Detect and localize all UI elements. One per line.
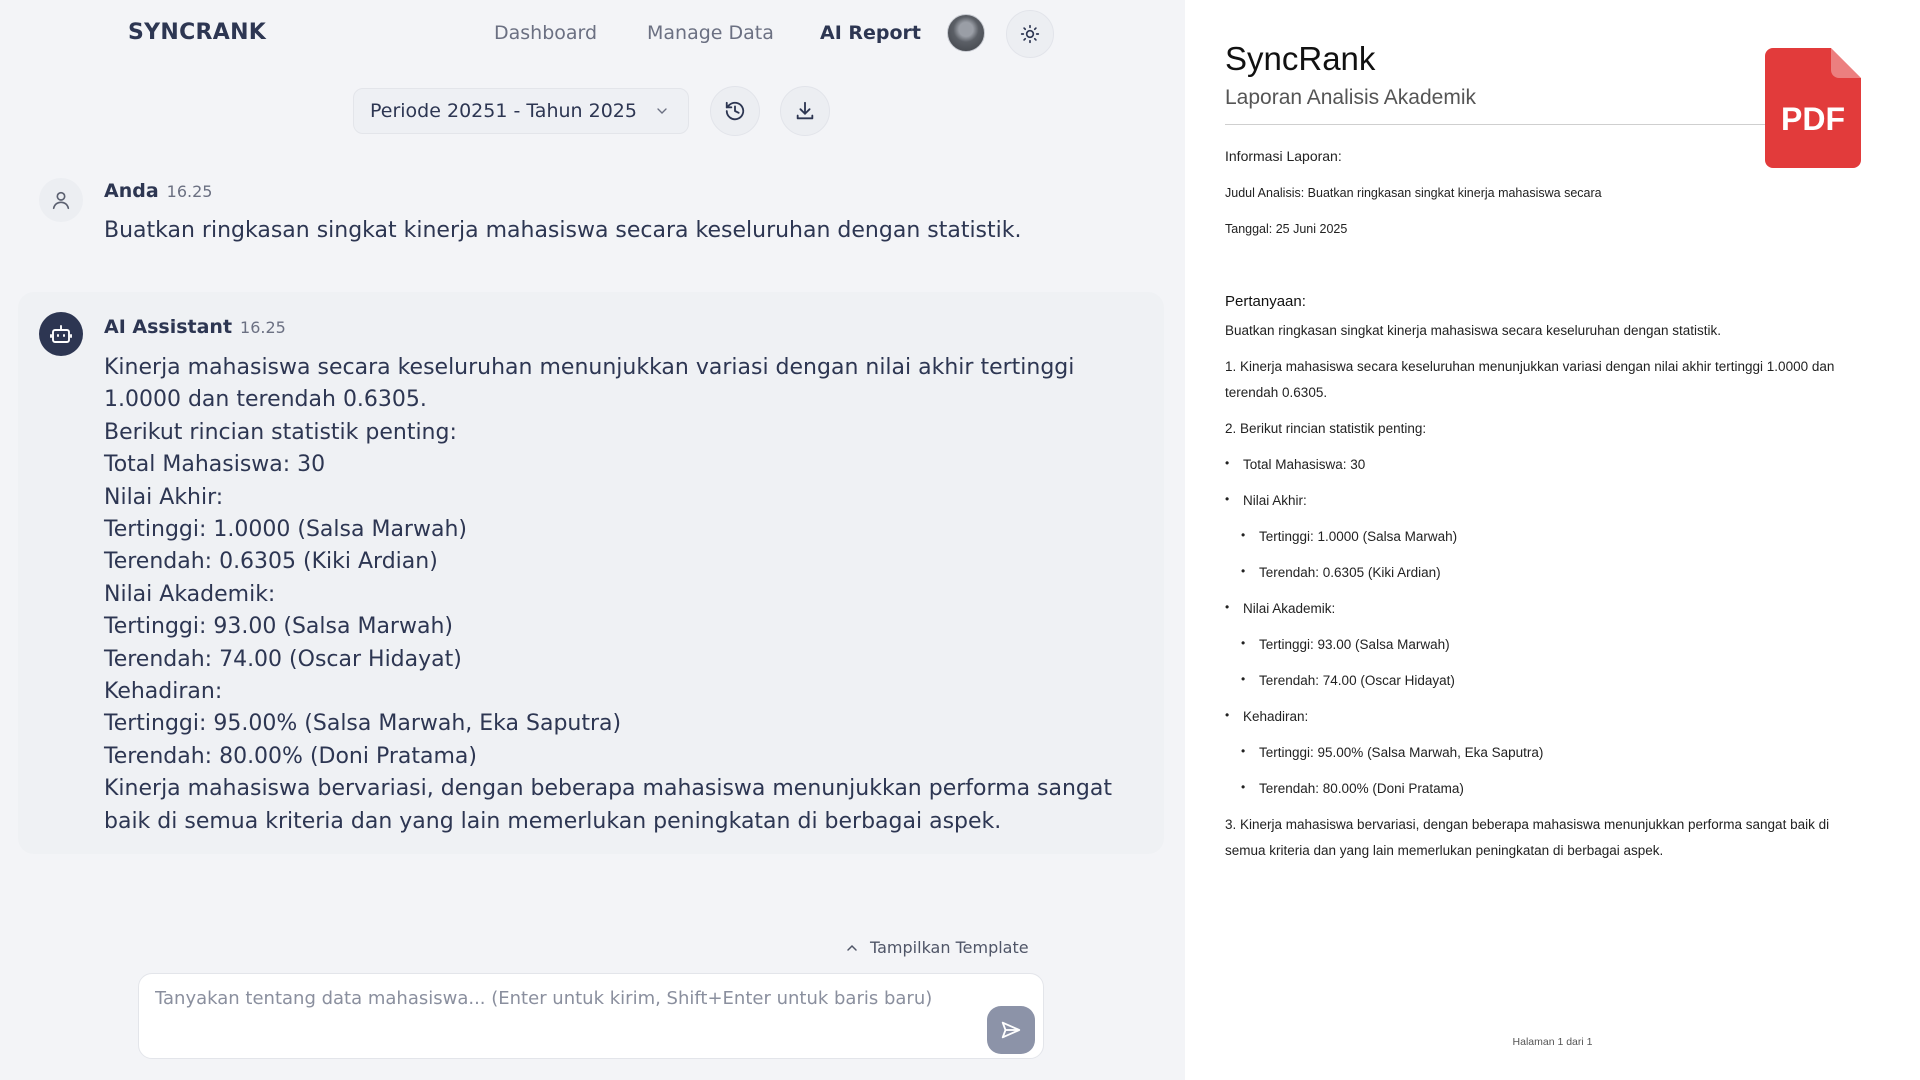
pdf-divider	[1225, 124, 1815, 125]
pdf-bullet: • Total Mahasiswa: 30	[1225, 452, 1870, 478]
assistant-message-header	[104, 316, 286, 338]
assistant-line: Tertinggi: 1.0000 (Salsa Marwah)	[104, 517, 467, 543]
assistant-line: Kehadiran:	[104, 679, 223, 705]
nav-manage-data[interactable]: Manage Data	[647, 22, 774, 44]
assistant-line: Terendah: 80.00% (Doni Pratama)	[104, 743, 477, 769]
pdf-file-icon	[1765, 48, 1861, 168]
pdf-title: SyncRank	[1225, 40, 1376, 77]
history-icon	[724, 100, 746, 122]
send-button[interactable]	[987, 1006, 1035, 1054]
pdf-item-3: 3. Kinerja mahasiswa bervariasi, dengan beberapa mahasiswa menunjukkan performa sangat baik di semua kriteria dan yang lain memerlukan peningkatan di berbagai aspek.	[1225, 817, 1830, 858]
pdf-question: Buatkan ringkasan singkat kinerja mahasiswa secara keseluruhan dengan statistik.	[1225, 323, 1722, 338]
message-input[interactable]	[155, 988, 975, 1048]
user-message-header	[104, 180, 212, 202]
download-button[interactable]	[780, 86, 830, 136]
assistant-name: AI Assistant	[104, 316, 233, 338]
user-icon	[39, 178, 83, 222]
user-message-time: 16.25	[166, 182, 213, 201]
pdf-sub-bullet: • Tertinggi: 95.00% (Salsa Marwah, Eka Saputra)	[1225, 740, 1870, 766]
pdf-subtitle: Laporan Analisis Akademik	[1225, 86, 1476, 109]
assistant-line: Berikut rincian statistik penting:	[104, 419, 457, 445]
pdf-judul: Judul Analisis: Buatkan ringkasan singkat kinerja mahasiswa secara	[1225, 186, 1602, 200]
chevron-up-icon	[844, 940, 860, 956]
pdf-bullet: • Kehadiran:	[1225, 704, 1870, 730]
pdf-info-label: Informasi Laporan:	[1225, 148, 1342, 164]
assistant-line: Kinerja mahasiswa secara keseluruhan menunjukkan variasi dengan nilai akhir tertinggi 1.0000 dan terendah 0.6305.	[104, 355, 1075, 413]
pdf-sub-bullet: • Terendah: 80.00% (Doni Pratama)	[1225, 776, 1870, 802]
show-template-toggle[interactable]	[844, 938, 1029, 957]
pdf-item-2: 2. Berikut rincian statistik penting:	[1225, 421, 1427, 436]
message-composer	[138, 973, 1044, 1059]
pdf-bullet: • Nilai Akademik:	[1225, 596, 1870, 622]
nav-ai-report[interactable]: AI Report	[820, 22, 922, 44]
assistant-message-time: 16.25	[240, 318, 286, 337]
robot-icon	[39, 312, 83, 356]
send-icon	[1000, 1019, 1022, 1041]
assistant-line: Terendah: 0.6305 (Kiki Ardian)	[104, 549, 438, 575]
brand-logo[interactable]: SYNCRANK	[128, 20, 267, 45]
assistant-line: Nilai Akademik:	[104, 581, 276, 607]
assistant-line: Nilai Akhir:	[104, 484, 224, 510]
assistant-line: Total Mahasiswa: 30	[104, 452, 326, 478]
chevron-down-icon	[654, 103, 670, 119]
pdf-sub-bullet: • Tertinggi: 1.0000 (Salsa Marwah)	[1225, 524, 1870, 550]
user-name: Anda	[104, 180, 159, 202]
pdf-preview	[1185, 0, 1920, 1080]
pdf-sub-bullet: • Terendah: 0.6305 (Kiki Ardian)	[1225, 560, 1870, 586]
pdf-page-footer: Halaman 1 dari 1	[1512, 1036, 1593, 1048]
user-message-text: Buatkan ringkasan singkat kinerja mahasiswa secara keseluruhan dengan statistik.	[104, 218, 1022, 243]
theme-toggle-button[interactable]	[1006, 10, 1054, 58]
pdf-bullet: • Nilai Akhir:	[1225, 488, 1870, 514]
sun-icon	[1020, 24, 1040, 44]
period-select-value: Periode 20251 - Tahun 2025	[370, 100, 637, 122]
pdf-item-1: 1. Kinerja mahasiswa secara keseluruhan menunjukkan variasi dengan nilai akhir tertinggi 1.0000 dan terendah 0.6305.	[1225, 359, 1835, 400]
history-button[interactable]	[710, 86, 760, 136]
assistant-line: Tertinggi: 93.00 (Salsa Marwah)	[104, 614, 453, 640]
show-template-label: Tampilkan Template	[870, 938, 1029, 957]
period-select[interactable]	[353, 88, 689, 134]
pdf-sub-bullet: • Tertinggi: 93.00 (Salsa Marwah)	[1225, 632, 1870, 658]
avatar[interactable]	[947, 14, 985, 52]
assistant-line: Terendah: 74.00 (Oscar Hidayat)	[104, 646, 462, 672]
pdf-tanggal: Tanggal: 25 Juni 2025	[1225, 222, 1348, 236]
pdf-badge-label: PDF	[1781, 101, 1845, 137]
assistant-line: Tertinggi: 95.00% (Salsa Marwah, Eka Saputra)	[104, 711, 622, 737]
nav-dashboard[interactable]: Dashboard	[494, 22, 598, 44]
pdf-body	[1225, 318, 1870, 864]
download-icon	[794, 100, 816, 122]
assistant-line: Kinerja mahasiswa bervariasi, dengan beberapa mahasiswa menunjukkan performa sangat baik di semua kriteria dan yang lain memerlukan peningkatan di berbagai aspek.	[104, 776, 1113, 834]
pdf-question-label: Pertanyaan:	[1225, 293, 1306, 310]
pdf-sub-bullet: • Terendah: 74.00 (Oscar Hidayat)	[1225, 668, 1870, 694]
assistant-message-text	[104, 352, 1144, 838]
